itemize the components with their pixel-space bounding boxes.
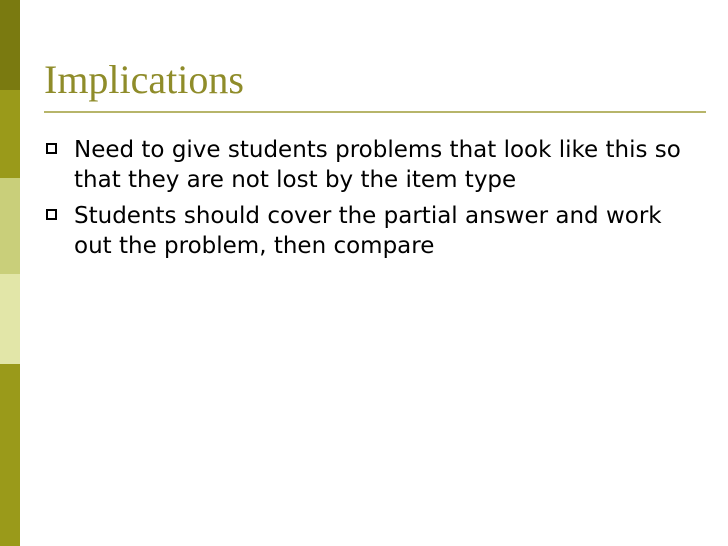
square-bullet-icon: [46, 209, 57, 220]
side-bar-segment: [0, 274, 20, 364]
bullet-item: [44, 201, 684, 261]
square-bullet-icon: [46, 143, 57, 154]
bullet-list: [44, 135, 684, 267]
slide-title: Implications: [44, 57, 244, 102]
bullet-text: Students should cover the partial answer and work out the problem, then compare: [74, 203, 662, 259]
side-bar-segment: [0, 0, 20, 90]
side-bar-segment: [0, 364, 20, 546]
side-bar-segment: [0, 90, 20, 178]
side-color-bar: [0, 0, 20, 546]
title-divider: [44, 111, 706, 113]
bullet-item: [44, 135, 684, 195]
side-bar-segment: [0, 178, 20, 274]
bullet-text: Need to give students problems that look like this so that they are not lost by the item type: [74, 137, 681, 193]
